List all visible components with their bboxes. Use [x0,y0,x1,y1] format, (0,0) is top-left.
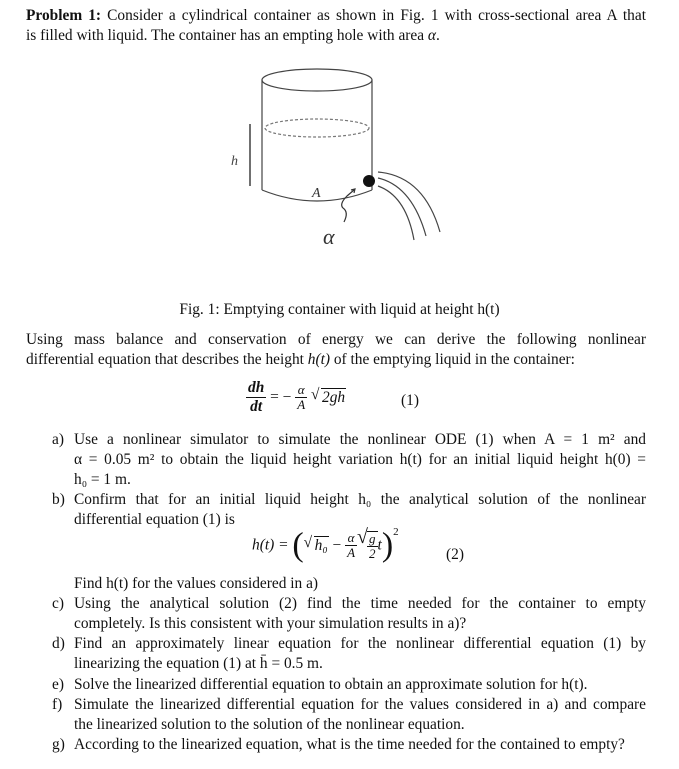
paragraph-line1: Using mass balance and conservation of energy we can derive the following nonlinear [26,331,646,348]
area-label: A [312,186,321,201]
item-label: d) [52,635,65,652]
alpha-label: α [323,224,335,249]
problem-intro: Problem 1: Consider a cylindrical container as shown in Fig. 1 with cross-sectional area A that is filled with liquid. The container has an empting hole with area α. [26,7,646,44]
empty-hole-dot [363,175,375,187]
eq1-equals-minus: = − [270,388,292,406]
list-item-f: f) Simulate the linearized differential equation for the values considered in a) and compare the linearized solution to the solution of the nonlinear equation. [52,696,646,733]
height-label: h [231,154,238,169]
item-label: b) [52,491,65,508]
eq1-lhs-denominator: dt [246,397,266,416]
list-item-c: c) Using the analytical solution (2) find the time needed for the container to empty completely. Is this consistent with your simulation results in a)? [52,595,646,632]
eq1-radicand: 2gh [322,388,346,406]
equation-1 [246,379,346,416]
problem-intro-line1: Consider a cylindrical container as shown in Fig. 1 with cross-sectional area A that [107,7,646,24]
list-item-a: a) Use a nonlinear simulator to simulate the nonlinear ODE (1) when A = 1 m² and α = 0.05 m² to obtain the liquid height variation h(t) for an initial liquid height h(0) = h₀ = 1 m. [52,431,646,488]
item-label: a) [52,431,64,448]
item-label: c) [52,595,64,612]
eq1-number: (1) [401,392,419,409]
figure-caption: Fig. 1: Emptying container with liquid at height h(t) [179,301,500,318]
paragraph-h-symbol: h(t) [307,351,331,368]
eq2-h0: h₀ [314,536,328,554]
problem-label: Problem 1: [26,7,102,24]
item-label: e) [52,676,64,693]
alpha-pointer [342,190,354,222]
eq2-lhs: h(t) = [252,536,293,554]
paragraph-line2: differential equation that describes the height [26,351,308,368]
eq1-sqrt: √ 2gh [311,385,346,406]
item-label: g) [52,736,65,753]
list-item-g: g) According to the linearized equation, what is the time needed for the contained to empty? [52,736,625,753]
eq1-area: A [297,397,306,412]
list-item-d: d) Find an approximately linear equation for the nonlinear differential equation (1) by linearizing the equation (1) at h̄ = 0.5 m. [52,635,646,672]
cylinder-top-ellipse [262,69,372,91]
item-label: f) [52,696,63,713]
equation-2: h(t) = ( √ h₀ − $\frac{\alpha}{A}$ √ $\frac{g}{2}$ t)$^2$ [252,525,399,564]
list-item-e: e) Solve the linearized differential equation to obtain an approximate solution for h(t). [52,676,588,693]
eq1-lhs-numerator: dh [248,379,265,396]
eq2-number: (2) [446,546,464,563]
jet-stream-2 [378,186,414,240]
problem-alpha-symbol: α [427,27,437,44]
list-item-b-find: Find h(t) for the values considered in a) [74,575,319,592]
liquid-surface [265,119,369,137]
list-item-b: b) Confirm that for an initial liquid height h₀ the analytical solution of the nonlinear differential equation (1) is [52,491,646,528]
problem-intro-line2: is filled with liquid. The container has an empting hole with area [26,27,428,44]
derivation-paragraph: Using mass balance and conservation of energy we can derive the following nonlinear differential equation that describes the height h(t) of the emptying liquid in the container: [26,331,646,368]
eq1-alpha: α [297,382,305,397]
cylinder-figure [0,0,679,300]
